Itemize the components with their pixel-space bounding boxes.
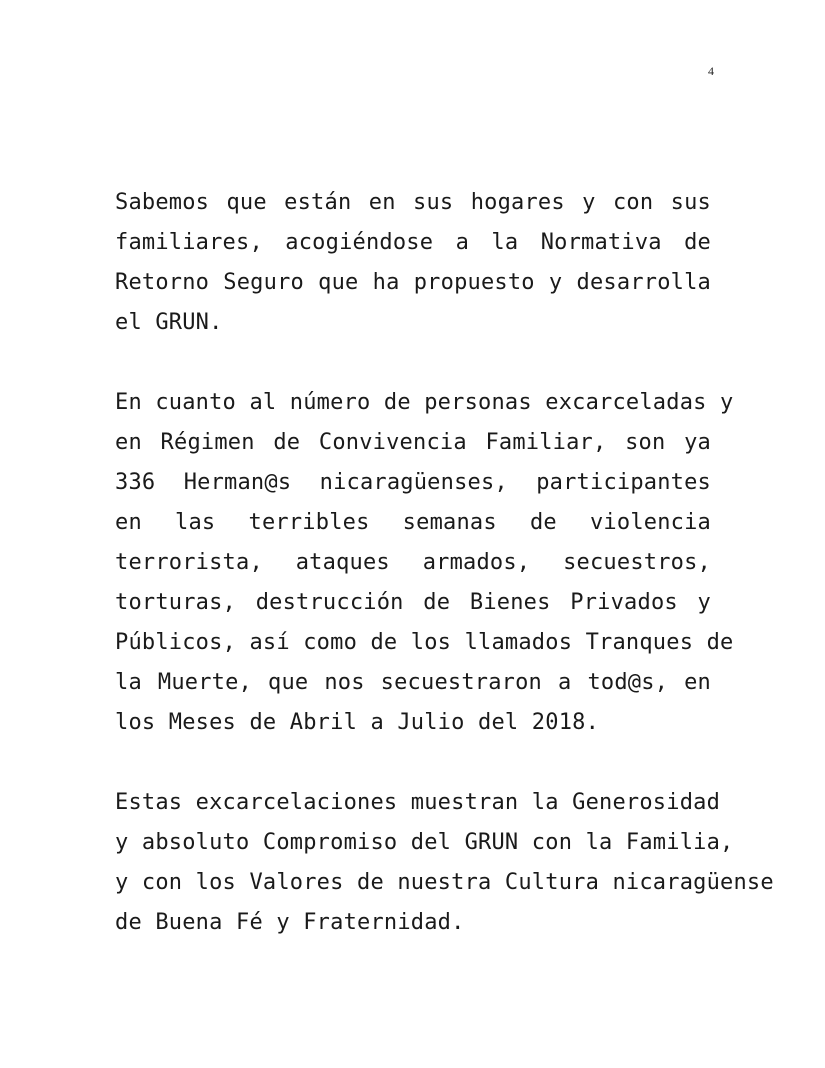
paragraph-line: 336 Herman@s nicaragüenses, participantes bbox=[115, 470, 711, 495]
paragraph-line: Sabemos que están en sus hogares y con sus bbox=[115, 190, 711, 215]
paragraph-line: la Muerte, que nos secuestraron a tod@s, en bbox=[115, 670, 711, 695]
paragraph-line: y absoluto Compromiso del GRUN con la Familia, bbox=[115, 830, 734, 855]
paragraph-line: Estas excarcelaciones muestran la Generosidad bbox=[115, 790, 721, 815]
paragraph-line: terrorista, ataques armados, secuestros, bbox=[115, 550, 711, 575]
paragraph-line: los Meses de Abril a Julio del 2018. bbox=[115, 710, 600, 735]
paragraph-line: de Buena Fé y Fraternidad. bbox=[115, 910, 465, 935]
paragraph-2 bbox=[115, 383, 734, 743]
paragraph-line: en las terribles semanas de violencia bbox=[115, 510, 711, 535]
paragraph-3 bbox=[115, 783, 774, 943]
paragraph-line: torturas, destrucción de Bienes Privados y bbox=[115, 590, 711, 615]
paragraph-line: en Régimen de Convivencia Familiar, son ya bbox=[115, 430, 711, 455]
paragraph-line: familiares, acogiéndose a la Normativa de bbox=[115, 230, 711, 255]
paragraph-line: el GRUN. bbox=[115, 310, 223, 335]
paragraph-1 bbox=[115, 183, 711, 343]
paragraph-line: En cuanto al número de personas excarceladas y bbox=[115, 390, 734, 415]
page-number: 4 bbox=[708, 64, 714, 78]
paragraph-line: Públicos, así como de los llamados Tranques de bbox=[115, 630, 734, 655]
paragraph-line: y con los Valores de nuestra Cultura nicaragüense bbox=[115, 870, 774, 895]
paragraph-line: Retorno Seguro que ha propuesto y desarrolla bbox=[115, 270, 711, 295]
